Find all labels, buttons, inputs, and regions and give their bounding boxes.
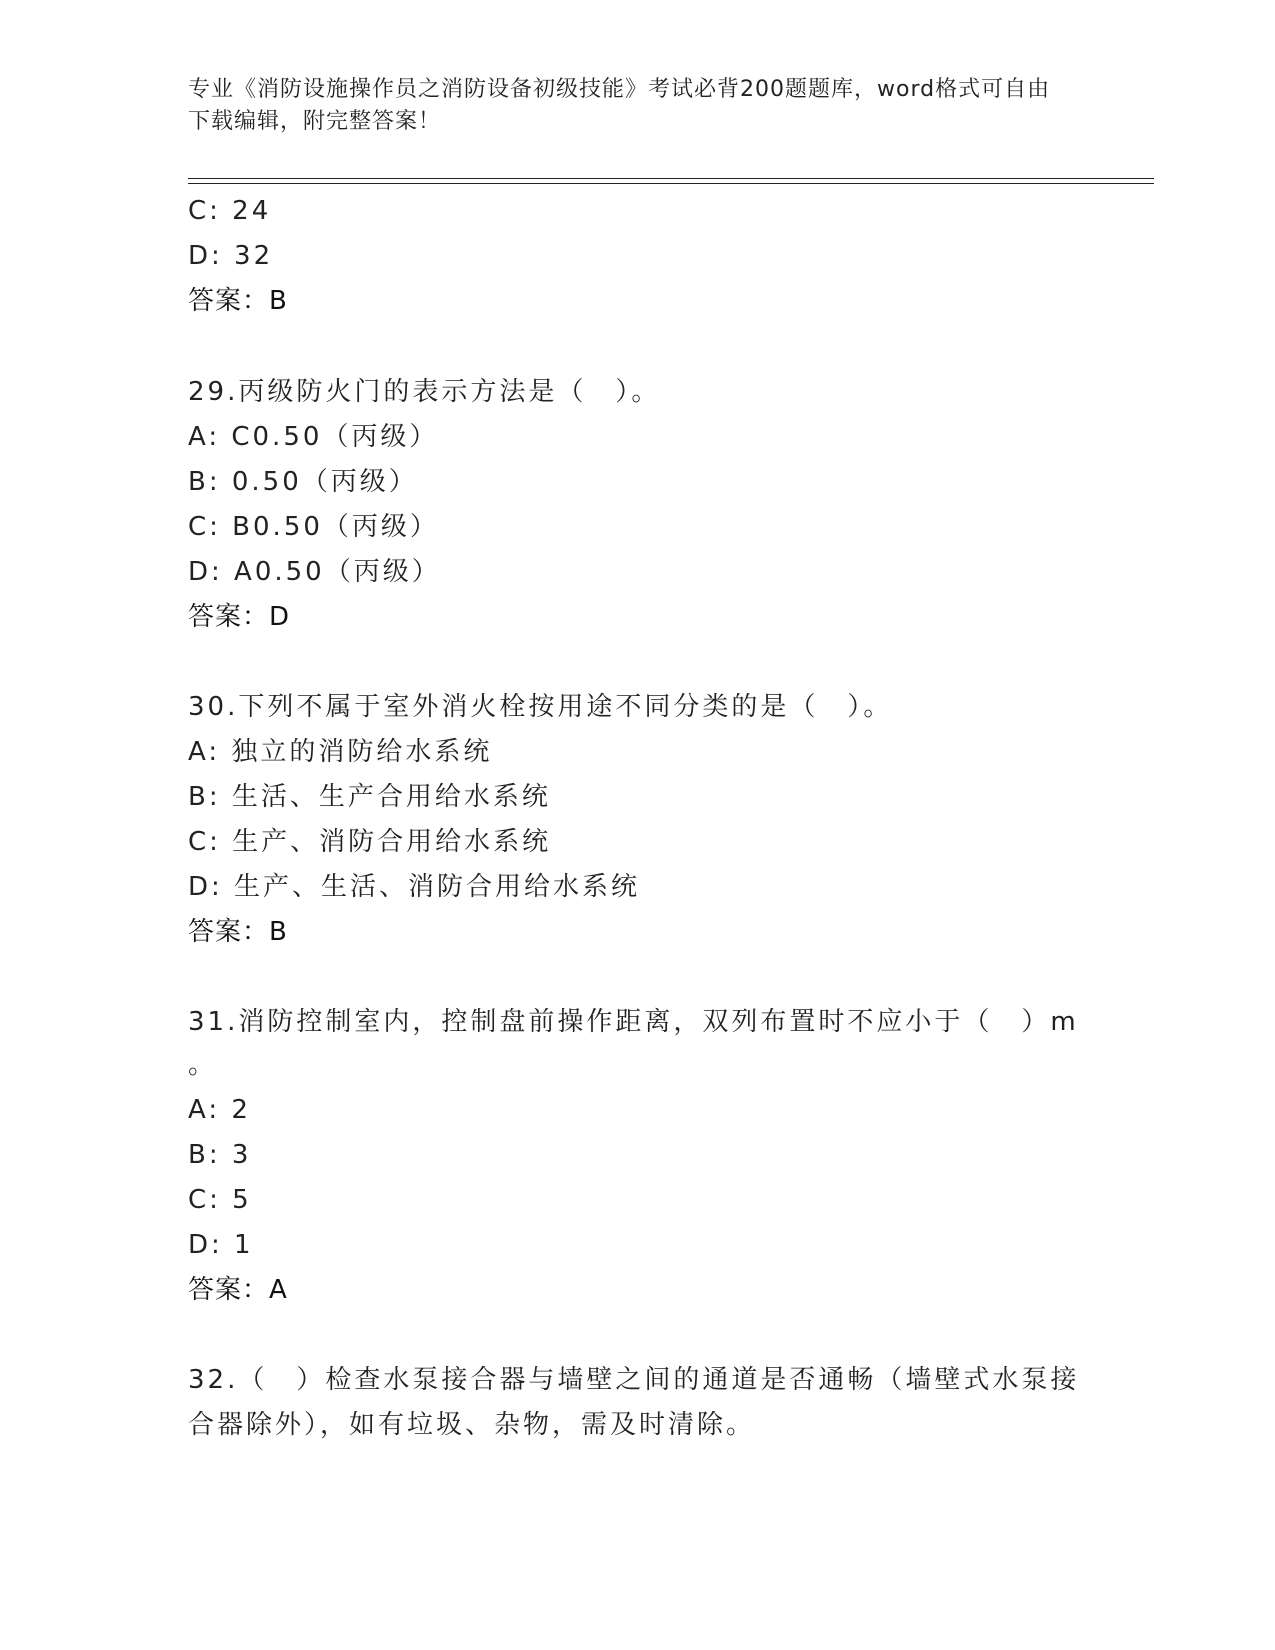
question-30-answer: 答案：B	[188, 917, 288, 947]
question-29: 29.丙级防火门的表示方法是（ ）。	[188, 377, 661, 407]
option-d-prev: D: 32	[188, 241, 274, 271]
question-32: 32.（ ）检查水泵接合器与墙壁之间的通道是否通畅（墙壁式水泵接	[188, 1365, 1080, 1395]
question-31-option-c: C: 5	[188, 1185, 252, 1215]
document-header: 专业《消防设施操作员之消防设备初级技能》考试必背200题题库，word格式可自由下载编辑，附完整答案！	[188, 77, 1051, 134]
question-30-option-b: B: 生活、生产合用给水系统	[188, 782, 551, 812]
question-29-option-a: A: C0.50（丙级）	[188, 422, 439, 452]
question-29-option-d: D: A0.50（丙级）	[188, 557, 441, 587]
question-32-continuation: 合器除外），如有垃圾、杂物，需及时清除。	[188, 1410, 756, 1440]
question-31-answer: 答案：A	[188, 1275, 288, 1305]
question-30-option-c: C: 生产、消防合用给水系统	[188, 827, 552, 857]
header-rule-top	[188, 178, 1154, 179]
question-31: 31.消防控制室内，控制盘前操作距离，双列布置时不应小于（ ）m	[188, 1007, 1079, 1037]
question-30-option-d: D: 生产、生活、消防合用给水系统	[188, 872, 641, 902]
question-30: 30.下列不属于室外消火栓按用途不同分类的是（ ）。	[188, 692, 893, 722]
answer-prev: 答案：B	[188, 286, 288, 316]
question-31-option-a: A: 2	[188, 1095, 251, 1125]
question-31-option-b: B: 3	[188, 1140, 252, 1170]
header-rule-bottom	[188, 183, 1154, 184]
question-30-option-a: A: 独立的消防给水系统	[188, 737, 493, 767]
question-29-answer: 答案：D	[188, 602, 291, 632]
question-31-option-d: D: 1	[188, 1230, 254, 1260]
option-c-prev: C: 24	[188, 196, 272, 226]
question-29-option-b: B: 0.50（丙级）	[188, 467, 418, 497]
question-31-continuation: 。	[188, 1050, 218, 1080]
question-29-option-c: C: B0.50（丙级）	[188, 512, 439, 542]
